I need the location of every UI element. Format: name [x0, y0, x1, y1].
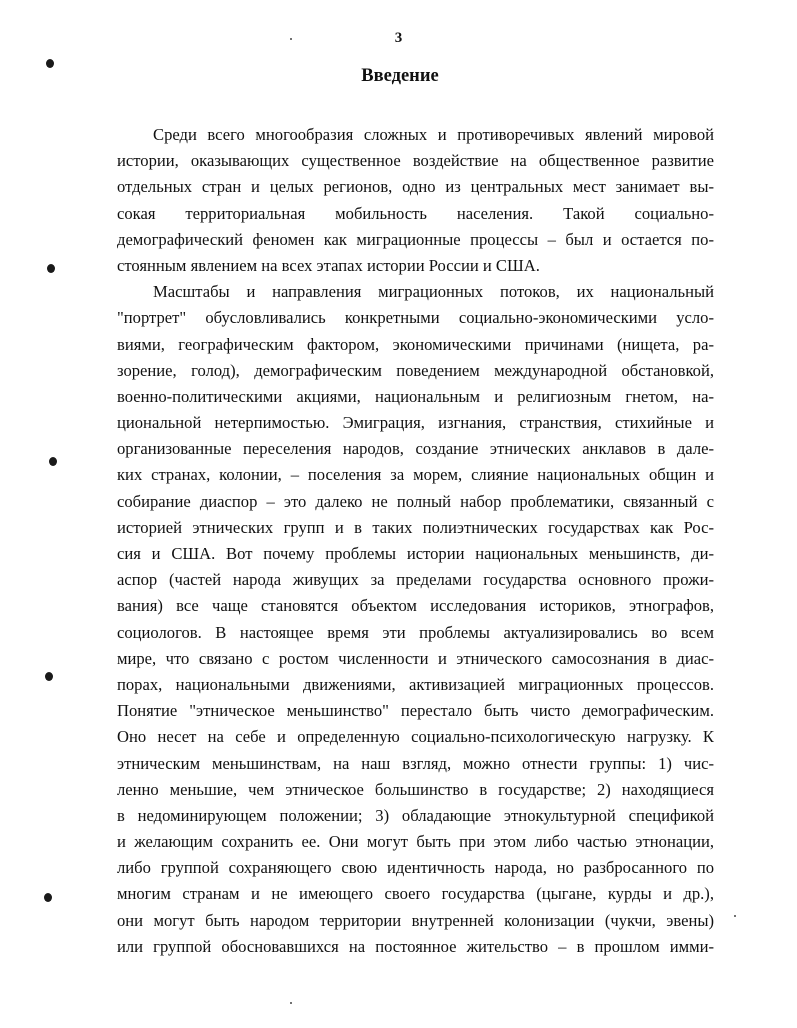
binder-hole-3 [49, 457, 57, 466]
text-line: аспор (частей народа живущих за пределами государства основного прожи- [117, 570, 714, 590]
text-line: этническим меньшинствам, на наш взгляд, можно отнести группы: 1) чис- [117, 753, 714, 773]
text-line: ких странах, колонии, – поселения за морем, слияние национальных общин и [117, 465, 714, 485]
text-line: или группой обосновавшихся на постоянное жительство – в прошлом имми- [117, 936, 714, 956]
text-line: организованные переселения народов, создание этнических анклавов в дале- [117, 439, 714, 459]
scan-speck [734, 915, 736, 917]
text-line: историей этнических групп и в таких полиэтнических государствах как Рос- [117, 517, 714, 537]
text-line: многим странам и не имеющего своего государства (цыгане, курды и др.), [117, 884, 714, 904]
text-line: военно-политическими акциями, национальным и религиозным гнетом, на- [117, 386, 714, 406]
text-line: истории, оказывающих существенное воздействие на общественное развитие [117, 151, 714, 171]
binder-hole-4 [45, 672, 53, 681]
text-line: и желающим сохранить ее. Они могут быть при этом либо частью этнонации, [117, 832, 714, 852]
page-number: 3 [394, 30, 403, 46]
text-line: отдельных стран и целых регионов, одно из центральных мест занимает вы- [117, 177, 714, 197]
text-line: вания) все чаще становятся объектом исследования историков, этнографов, [117, 596, 714, 616]
text-line: "портрет" обусловливались конкретными социально-экономическими усло- [117, 308, 714, 328]
text-line: Понятие "этническое меньшинство" перестало быть чисто демографическим. [117, 701, 714, 721]
text-line: Масштабы и направления миграционных потоков, их национальный [153, 282, 714, 302]
text-line: виями, географическим фактором, экономическими причинами (нищета, ра- [117, 334, 714, 354]
section-title: Введение [361, 66, 439, 86]
text-line: циональной нетерпимостью. Эмиграция, изгнания, странствия, стихийные и [117, 413, 714, 433]
text-line: демографический феномен как миграционные процессы – был и остается по- [117, 229, 714, 249]
scan-speck [290, 1002, 292, 1004]
text-line: зорение, голод), демографическим поведением международной обстановкой, [117, 360, 714, 380]
text-line: они могут быть народом территории внутренней колонизации (чукчи, эвены) [117, 910, 714, 930]
text-line: сокая территориальная мобильность населения. Такой социально- [117, 203, 714, 223]
text-line: ленно меньшие, чем этническое большинство в государстве; 2) находящиеся [117, 779, 714, 799]
binder-hole-5 [44, 893, 52, 902]
text-line: мире, что связано с ростом численности и этнического самосознания в диас- [117, 648, 714, 668]
paragraph-1 [117, 122, 714, 279]
text-line: Оно несет на себе и определенную социально-психологическую нагрузку. К [117, 727, 714, 747]
binder-hole-2 [47, 264, 55, 273]
text-line: в недоминирующем положении; 3) обладающие этнокультурной спецификой [117, 805, 714, 825]
body-text [117, 122, 714, 960]
paragraph-2 [117, 279, 714, 960]
text-line: собирание диаспор – это далеко не полный набор проблематики, связанный с [117, 491, 714, 511]
text-line: социологов. В настоящее время эти проблемы актуализировались во всем [117, 622, 714, 642]
text-line: Среди всего многообразия сложных и противоречивых явлений мировой [153, 125, 714, 144]
text-line: стоянным явлением на всех этапах истории России и США. [117, 255, 540, 275]
text-line: порах, национальными движениями, активизацией миграционных процессов. [117, 674, 714, 694]
text-line: либо группой сохраняющего свою идентичность народа, но разбросанного по [117, 858, 714, 878]
text-line: сия и США. Вот почему проблемы истории национальных меньшинств, ди- [117, 544, 714, 563]
